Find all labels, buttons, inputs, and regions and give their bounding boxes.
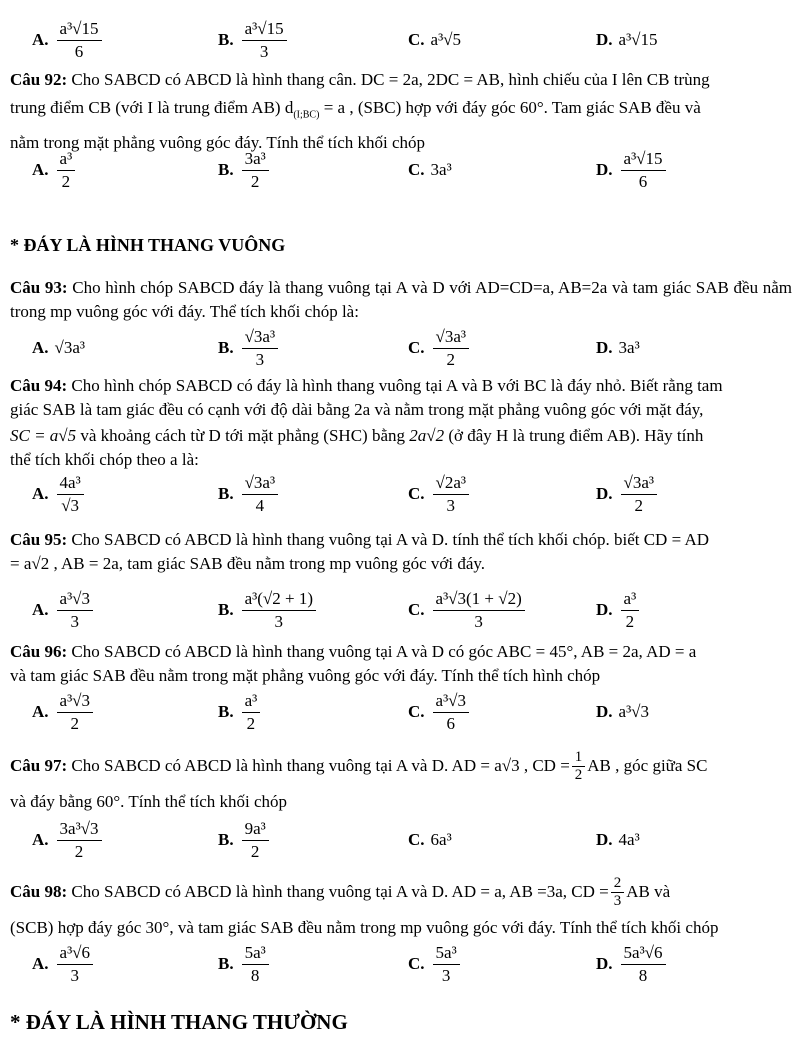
fraction: $\frac{2}{3}$ [611, 876, 625, 909]
q93-option-d [596, 326, 640, 370]
fraction: $\frac{\text{a³√15}}{6}$ [57, 19, 102, 62]
q94-option-a [32, 472, 86, 516]
q98-text: Câu 98: Cho SABCD có ABCD là hình thang vuông tại A và D. AD = a, AB =3a, CD = $\frac{2}{3}$ AB và (SCB) hợp đáy góc 30°, và tam giác SAB đều nằm trong mp vuông góc với đáy. Tính thể tích khối chóp [10, 874, 719, 937]
q97-option-c [408, 818, 452, 862]
option-letter: D. [596, 600, 613, 619]
option-letter: C. [408, 830, 425, 849]
option-letter: D. [596, 484, 613, 503]
option-letter: B. [218, 338, 234, 357]
fraction: $\frac{\text{5a³√6}}{8}$ [621, 943, 666, 986]
option-letter: A. [32, 702, 49, 721]
q94-option-d [596, 472, 659, 516]
question-label: Câu 94: [10, 376, 68, 395]
q93-option-a [32, 326, 85, 370]
option-letter: A. [32, 338, 49, 357]
fraction: $\frac{\text{a³√6}}{3}$ [57, 943, 93, 986]
q95-text: Câu 95: Cho SABCD có ABCD là hình thang vuông tại A và D. tính thể tích khối chóp. biết CD = AD = a√2 , AB = 2a, tam giác SAB đều nằm trong mp vuông góc với đáy. [10, 530, 710, 573]
q94-option-c [408, 472, 471, 516]
option-letter: B. [218, 830, 234, 849]
q96-option-a [32, 690, 95, 734]
option-value: 3a³ [618, 338, 640, 357]
fraction: $\frac{1}{2}$ [572, 750, 586, 783]
q92-option-c [408, 148, 452, 192]
q93-option-b [218, 326, 280, 370]
q91-option-d [596, 18, 658, 62]
q94-option-b [218, 472, 280, 516]
option-letter: D. [596, 338, 613, 357]
option-letter: D. [596, 160, 613, 179]
section-heading: * ĐÁY LÀ HÌNH THANG VUÔNG [10, 235, 286, 255]
option-letter: C. [408, 484, 425, 503]
fraction: $\frac{\text{√3a³}}{4}$ [242, 473, 278, 516]
option-value: a³√3 [618, 702, 650, 721]
q95-options [0, 588, 800, 632]
option-letter: A. [32, 600, 49, 619]
q98-option-d [596, 942, 668, 986]
question-label: Câu 95: [10, 530, 68, 549]
option-value: 6a³ [430, 830, 452, 849]
option-letter: A. [32, 30, 49, 49]
q91-option-b [218, 18, 289, 62]
fraction: $\frac{\text{a³}}{2}$ [621, 589, 640, 632]
question-label: Câu 93: [10, 278, 68, 297]
q92-options [0, 148, 800, 192]
q98-option-b [218, 942, 271, 986]
fraction: $\frac{\text{4a³}}{√3}$ [57, 473, 84, 516]
fraction: $\frac{\text{a³√3(1 + √2)}}{3}$ [433, 589, 525, 632]
fraction: $\frac{\text{a³}}{2}$ [57, 149, 76, 192]
fraction: $\frac{\text{a³(√2 + 1)}}{3}$ [242, 589, 316, 632]
option-value: a³√15 [618, 30, 658, 49]
option-letter: A. [32, 954, 49, 973]
option-letter: B. [218, 702, 234, 721]
fraction: $\frac{\text{5a³}}{8}$ [242, 943, 269, 986]
q91-option-c [408, 18, 461, 62]
q93-options [0, 326, 800, 370]
fraction: $\frac{\text{a³√15}}{3}$ [242, 19, 287, 62]
section-heading: * ĐÁY LÀ HÌNH THANG THƯỜNG [10, 1010, 348, 1034]
q92-option-a [32, 148, 77, 192]
q98-option-c [408, 942, 462, 986]
option-letter: C. [408, 30, 425, 49]
option-value: 3a³ [430, 160, 452, 179]
q95-option-d [596, 588, 641, 632]
q97-text: Câu 97: Cho SABCD có ABCD là hình thang vuông tại A và D. AD = a√3 , CD = $\frac{1}{2}$ AB , góc giữa SC và đáy bằng 60°. Tính thể tích khối chóp [10, 748, 708, 811]
fraction: $\frac{\text{5a³}}{3}$ [433, 943, 460, 986]
q94-text: Câu 94: Cho hình chóp SABCD có đáy là hình thang vuông tại A và B với BC là đáy nhỏ. Biết rằng tam giác SAB là tam giác đều có cạnh với độ dài bằng 2a và nằm trong mặt phẳng vuông góc với mặt đáy, SC = a√5 và khoảng cách từ D tới mặt phẳng (SHC) bằng 2a√2 (ở đây H là trung điểm AB). Hãy tính thể tích khối chóp theo a là: [10, 376, 723, 469]
q96-options [0, 690, 800, 734]
q97-options [0, 818, 800, 862]
option-letter: A. [32, 160, 49, 179]
q95-option-a [32, 588, 95, 632]
option-letter: C. [408, 702, 425, 721]
fraction: $\frac{\text{√3a³}}{3}$ [242, 327, 278, 370]
question-label: Câu 97: [10, 756, 68, 775]
q95-option-b [218, 588, 318, 632]
fraction: $\frac{\text{a³√3}}{3}$ [57, 589, 93, 632]
question-label: Câu 92: [10, 70, 68, 89]
option-letter: A. [32, 830, 49, 849]
q92-text: Câu 92: Cho SABCD có ABCD là hình thang cân. DC = 2a, 2DC = AB, hình chiếu của I lên CB trùng trung điểm CB (với I là trung điểm AB) $d_{(I;BC)} = a$ , (SBC) hợp với đáy góc 60°. Tam giác SAB đều và nằm trong mặt phẳng vuông góc đáy. Tính thể tích khối chóp [10, 70, 710, 153]
q94-options [0, 472, 800, 516]
fraction: $\frac{\text{3a³}}{2}$ [242, 149, 269, 192]
option-letter: D. [596, 30, 613, 49]
fraction: $\frac{\text{√3a³}}{2}$ [621, 473, 657, 516]
option-letter: B. [218, 484, 234, 503]
option-value: a³√5 [430, 30, 462, 49]
q96-option-d [596, 690, 649, 734]
option-letter: A. [32, 484, 49, 503]
q93-option-c [408, 326, 471, 370]
option-letter: B. [218, 160, 234, 179]
option-letter: D. [596, 702, 613, 721]
option-value: 4a³ [618, 830, 640, 849]
question-label: Câu 96: [10, 642, 68, 661]
q92-option-d [596, 148, 668, 192]
fraction: $\frac{\text{a³√3}}{6}$ [433, 691, 469, 734]
question-label: Câu 98: [10, 882, 68, 901]
fraction: $\frac{\text{√3a³}}{2}$ [433, 327, 469, 370]
option-letter: B. [218, 30, 234, 49]
option-letter: C. [408, 338, 425, 357]
q96-text: Câu 96: Cho SABCD có ABCD là hình thang vuông tại A và D có góc ABC = 45°, AB = 2a, AD = a và tam giác SAB đều nằm trong mặt phẳng vuông góc với đáy. Tính thể tích hình chóp [10, 642, 697, 685]
option-letter: C. [408, 600, 425, 619]
q97-option-d [596, 818, 640, 862]
q96-option-b [218, 690, 262, 734]
fraction: $\frac{\text{√2a³}}{3}$ [433, 473, 469, 516]
q92-option-b [218, 148, 271, 192]
q95-option-c [408, 588, 527, 632]
fraction: $\frac{\text{9a³}}{2}$ [242, 819, 269, 862]
option-letter: C. [408, 954, 425, 973]
q91-options [0, 18, 800, 62]
option-value: √3a³ [54, 338, 86, 357]
option-letter: D. [596, 830, 613, 849]
q91-option-a [32, 18, 104, 62]
q97-option-b [218, 818, 271, 862]
fraction: $\frac{\text{a³}}{2}$ [242, 691, 261, 734]
q98-option-a [32, 942, 95, 986]
q98-options [0, 942, 800, 986]
q97-option-a [32, 818, 104, 862]
option-letter: D. [596, 954, 613, 973]
fraction: $\frac{\text{a³√15}}{6}$ [621, 149, 666, 192]
option-letter: B. [218, 954, 234, 973]
option-letter: C. [408, 160, 425, 179]
option-letter: B. [218, 600, 234, 619]
q96-option-c [408, 690, 471, 734]
fraction: $\frac{\text{3a³√3}}{2}$ [57, 819, 102, 862]
q93-text: Câu 93: Cho hình chóp SABCD đáy là thang vuông tại A và D với AD=CD=a, AB=2a và tam giác SAB đều nằm trong mp vuông góc với đáy. Thể tích khối chóp là: [10, 278, 792, 321]
fraction: $\frac{\text{a³√3}}{2}$ [57, 691, 93, 734]
